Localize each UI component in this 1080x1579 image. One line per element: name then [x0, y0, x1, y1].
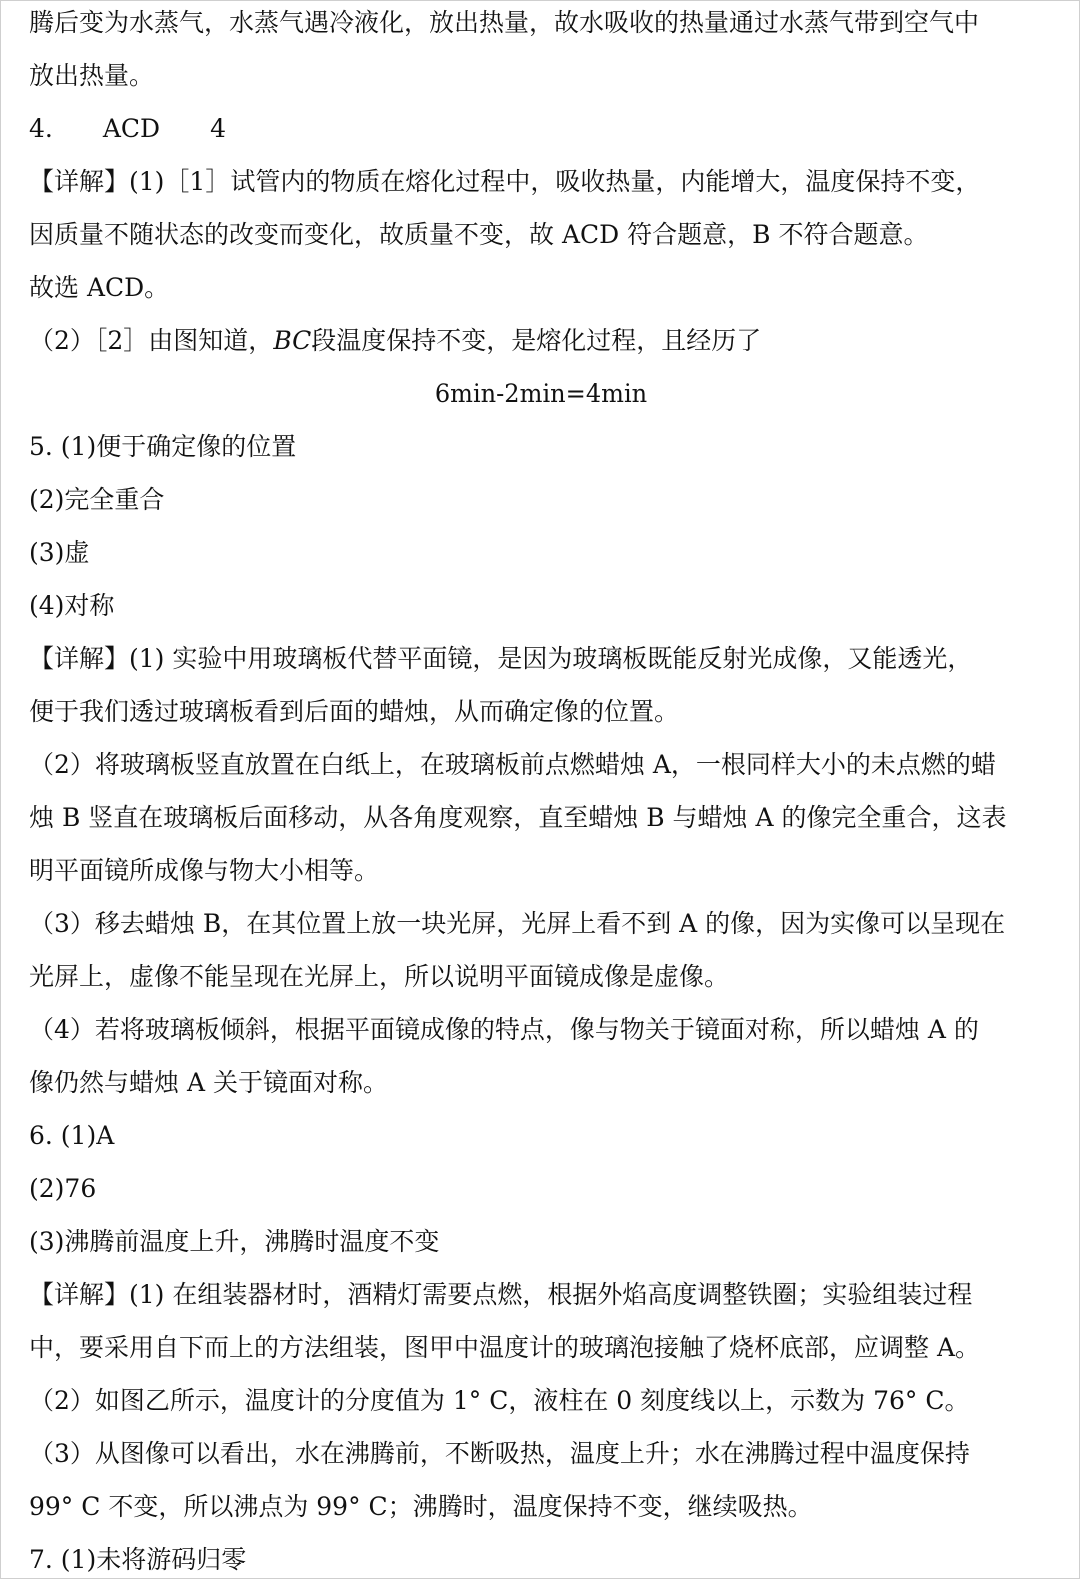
text-line: （3）移去蜡烛 B，在其位置上放一块光屏，光屏上看不到 A 的像，因为实像可以呈现在: [29, 909, 1006, 938]
text-line: （4）若将玻璃板倾斜，根据平面镜成像的特点，像与物关于镜面对称，所以蜡烛 A 的: [29, 1015, 979, 1044]
text-line: 99° C 不变，所以沸点为 99° C；沸腾时，温度保持不变，继续吸热。: [29, 1492, 813, 1521]
text-line: （2）如图乙所示，温度计的分度值为 1° C，液柱在 0 刻度线以上，示数为 76° C。: [29, 1386, 970, 1415]
text-line: （2）将玻璃板竖直放置在白纸上，在玻璃板前点燃蜡烛 A，一根同样大小的未点燃的蜡: [29, 750, 996, 779]
text-line: 故选 ACD。: [29, 273, 170, 302]
text-line: (3)沸腾前温度上升，沸腾时温度不变: [29, 1227, 440, 1256]
text-segment: 段温度保持不变，是熔化过程，且经历了: [311, 326, 762, 355]
text-line: (2)完全重合: [29, 485, 165, 514]
text-line: (4)对称: [29, 591, 115, 620]
text-line: 【详解】(1)［1］试管内的物质在熔化过程中，吸收热量，内能增大，温度保持不变，: [29, 167, 981, 196]
equation: 6min-2min=4min: [434, 379, 648, 408]
question-5-answer: 5. (1)便于确定像的位置: [29, 432, 297, 461]
text-line: 【详解】(1) 在组装器材时，酒精灯需要点燃，根据外焰高度调整铁圈；实验组装过程: [29, 1280, 973, 1309]
text-line: 因质量不随状态的改变而变化，故质量不变，故 ACD 符合题意，B 不符合题意。: [29, 220, 929, 249]
text-line: 放出热量。: [29, 61, 155, 90]
text-line: 【详解】(1) 实验中用玻璃板代替平面镜，是因为玻璃板既能反射光成像，又能透光，: [29, 644, 973, 673]
text-line: 烛 B 竖直在玻璃板后面移动，从各角度观察，直至蜡烛 B 与蜡烛 A 的像完全重合，这表: [29, 803, 1007, 832]
text-line: (3)虚: [29, 538, 90, 567]
text-line: 明平面镜所成像与物大小相等。: [29, 856, 380, 885]
text-line: 腾后变为水蒸气，水蒸气遇冷液化，放出热量，故水吸收的热量通过水蒸气带到空气中: [29, 8, 980, 37]
text-line: 像仍然与蜡烛 A 关于镜面对称。: [29, 1068, 388, 1097]
text-line: 便于我们透过玻璃板看到后面的蜡烛，从而确定像的位置。: [29, 697, 680, 726]
text-segment: （2）［2］由图知道，: [29, 326, 274, 355]
text-line: (2)76: [29, 1174, 97, 1203]
segment-label-bc: BC: [273, 326, 312, 355]
text-line: （3）从图像可以看出，水在沸腾前，不断吸热，温度上升；水在沸腾过程中温度保持: [29, 1439, 970, 1468]
text-line: 中，要采用自下而上的方法组装，图甲中温度计的玻璃泡接触了烧杯底部，应调整 A。: [29, 1333, 981, 1362]
question-6-answer: 6. (1)A: [29, 1121, 115, 1150]
text-line: 光屏上，虚像不能呈现在光屏上，所以说明平面镜成像是虚像。: [29, 962, 730, 991]
question-4-answer: 4. ACD 4: [29, 114, 226, 143]
text-line: [29, 324, 761, 358]
question-7-answer: 7. (1)未将游码归零: [29, 1545, 247, 1574]
